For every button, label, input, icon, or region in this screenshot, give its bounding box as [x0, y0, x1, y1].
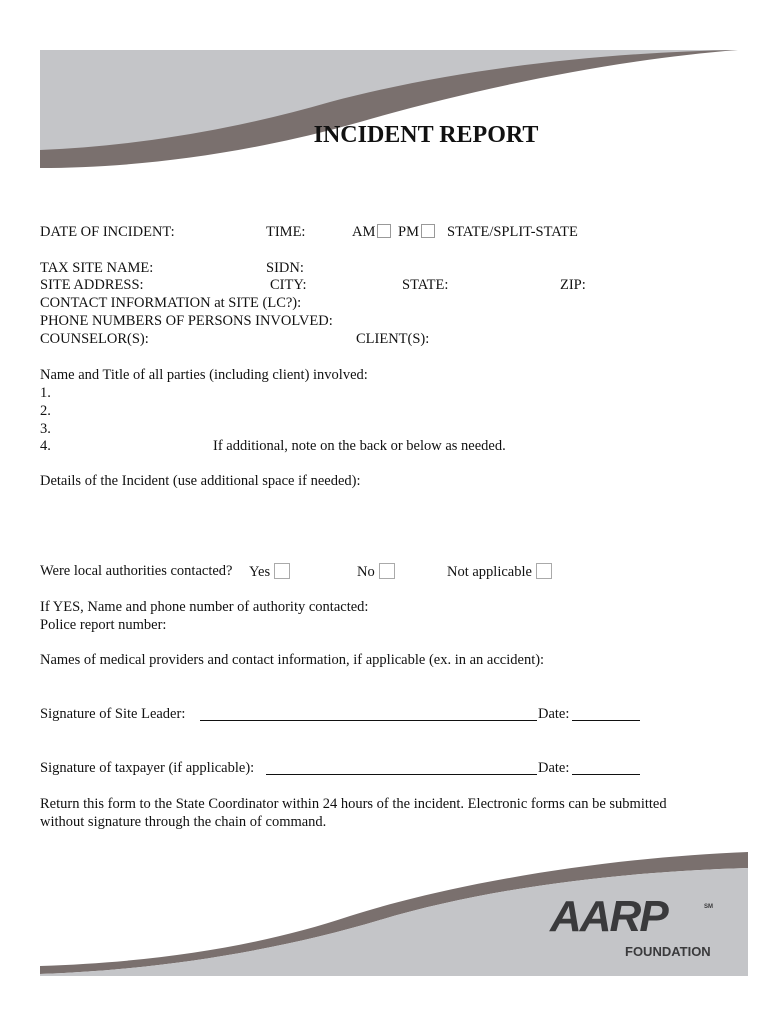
pm-label: PM	[398, 224, 419, 240]
zip-label: ZIP:	[560, 277, 586, 293]
date-of-incident-label: DATE OF INCIDENT:	[40, 224, 175, 240]
signature-site-leader-label: Signature of Site Leader:	[40, 706, 186, 722]
date-label: Date:	[538, 760, 570, 776]
tax-site-name-label: TAX SITE NAME:	[40, 260, 154, 276]
state-label: STATE:	[402, 277, 449, 293]
instructions-line-1: Return this form to the State Coordinator within 24 hours of the incident. Electronic forms can be submitted	[40, 796, 667, 812]
logo-brand: AARP	[550, 892, 667, 941]
medical-providers-label: Names of medical providers and contact information, if applicable (ex. in an accident):	[40, 652, 545, 668]
yes-label: Yes	[249, 564, 271, 580]
parties-heading: Name and Title of all parties (including client) involved:	[40, 367, 368, 383]
contact-information-label: CONTACT INFORMATION at SITE (LC?):	[40, 295, 302, 311]
not-applicable-label: Not applicable	[447, 564, 532, 580]
party-item: 3.	[40, 421, 51, 437]
signature-taxpayer-label: Signature of taxpayer (if applicable):	[40, 760, 255, 776]
counselors-label: COUNSELOR(S):	[40, 331, 149, 347]
no-label: No	[357, 564, 375, 580]
page-title: INCIDENT REPORT	[313, 122, 539, 148]
party-item: 4.	[40, 438, 51, 454]
instructions-line-2: without signature through the chain of command.	[40, 814, 327, 830]
party-item: 2.	[40, 403, 51, 419]
city-label: CITY:	[270, 277, 307, 293]
police-report-label: Police report number:	[40, 617, 167, 633]
logo-trademark: SM	[704, 904, 713, 910]
phone-numbers-label: PHONE NUMBERS OF PERSONS INVOLVED:	[40, 313, 333, 329]
am-label: AM	[352, 224, 376, 240]
time-label: TIME:	[266, 224, 306, 240]
date-label: Date:	[538, 706, 570, 722]
logo-sub: FOUNDATION	[625, 944, 711, 959]
clients-label: CLIENT(S):	[356, 331, 430, 347]
details-label: Details of the Incident (use additional space if needed):	[40, 473, 361, 489]
party-item: 1.	[40, 385, 51, 401]
parties-note: If additional, note on the back or below as needed.	[213, 438, 506, 454]
site-address-label: SITE ADDRESS:	[40, 277, 144, 293]
authorities-question: Were local authorities contacted?	[40, 563, 233, 579]
sidn-label: SIDN:	[266, 260, 304, 276]
state-split-state-label: STATE/SPLIT-STATE	[447, 224, 578, 240]
aarp-foundation-logo	[550, 892, 730, 964]
if-yes-label: If YES, Name and phone number of authority contacted:	[40, 599, 369, 615]
